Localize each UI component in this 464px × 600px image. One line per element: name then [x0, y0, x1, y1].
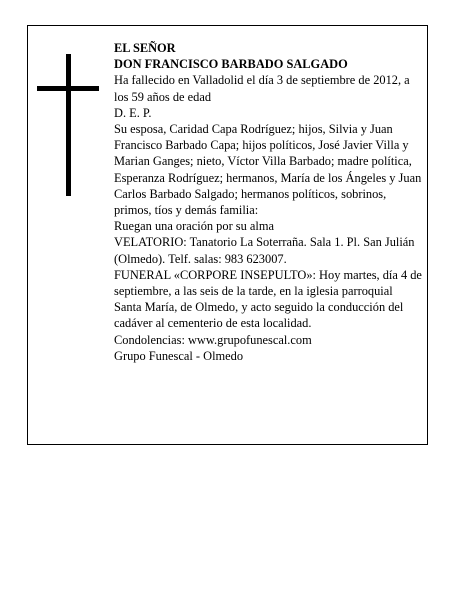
wake-info: VELATORIO: Tanatorio La Soterraña. Sala 1. Pl. San Julián (Olmedo). Telf. salas: 983 623007. [114, 235, 415, 266]
prayer-request: Ruegan una oración por su alma [114, 219, 274, 234]
cross-horizontal-bar [37, 86, 99, 91]
deceased-name: DON FRANCISCO BARBADO SALGADO [114, 57, 348, 72]
notice-text [114, 40, 422, 364]
obituary-notice [27, 25, 428, 445]
funeral-home: Grupo Funescal - Olmedo [114, 348, 244, 363]
rip-line: D. E. P. [114, 105, 152, 120]
funeral-info: FUNERAL «CORPORE INSEPULTO»: Hoy martes, día 4 de septiembre, a las seis de la tarde, en la iglesia parroquial Santa María, de Olmedo, y acto seguido la conducción del cadáver al cementerio de esta localidad. [114, 267, 422, 331]
family-list: Su esposa, Caridad Capa Rodríguez; hijos, Silvia y Juan Francisco Barbado Capa; hijos políticos, José Javier Villa y Marian Ganges; nieto, Víctor Villa Barbado; madre política, Esperanza Rodríguez; hermanos, María de los Ángeles y Juan Carlos Barbado Salgado; hermanos políticos, sobrinos, primos, tíos y demás familia: [114, 122, 422, 218]
death-announcement: Ha fallecido en Valladolid el día 3 de septiembre de 2012, a los 59 años de edad [114, 73, 410, 104]
heading-title: EL SEÑOR [114, 41, 176, 55]
cross-vertical-bar [66, 54, 71, 196]
condolences-link: Condolencias: www.grupofunescal.com [114, 332, 312, 347]
